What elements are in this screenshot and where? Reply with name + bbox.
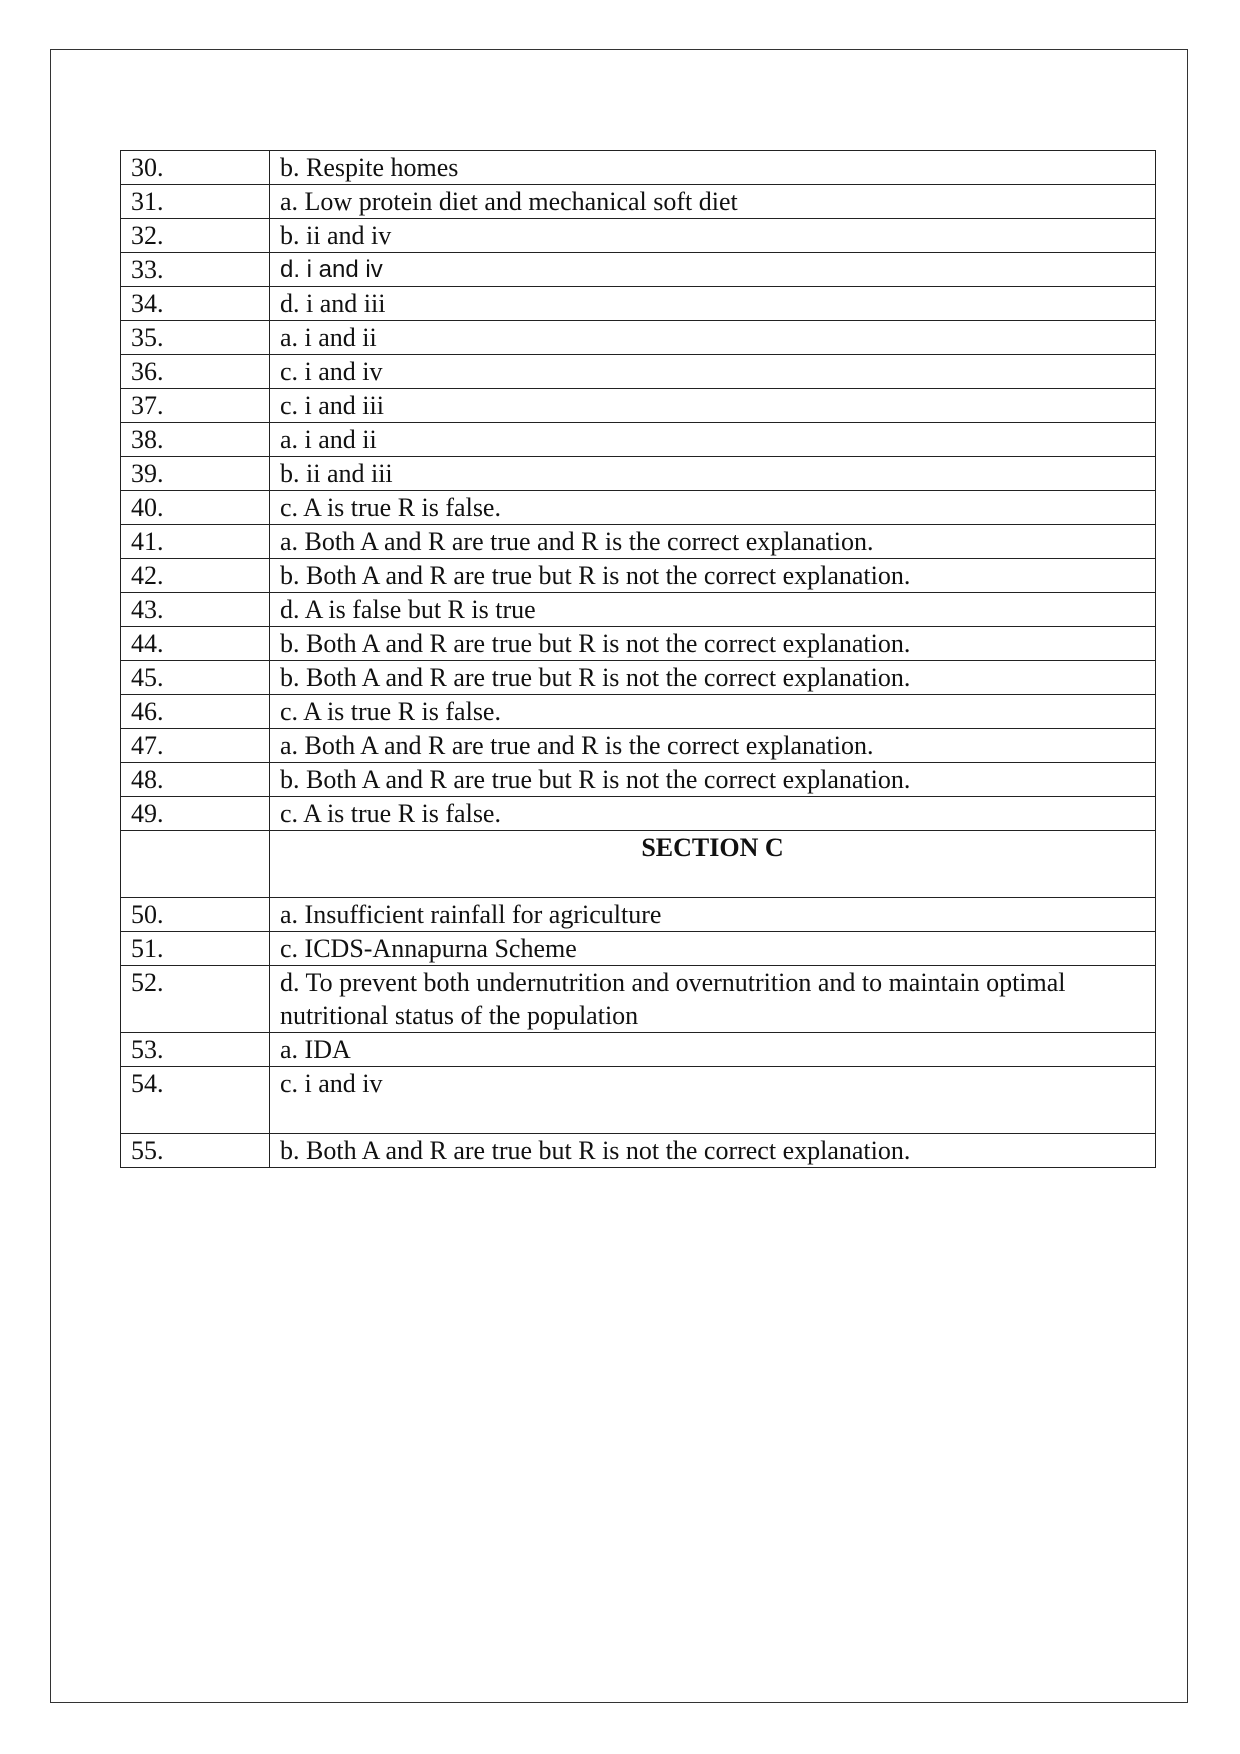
table-row [121, 253, 1156, 287]
answer-text: d. i and iv [270, 253, 1156, 287]
question-number: 50. [121, 898, 270, 932]
question-number: 46. [121, 695, 270, 729]
question-number: 43. [121, 593, 270, 627]
answer-text: d. To prevent both undernutrition and overnutrition and to maintain optimal nutritional status of the population [270, 966, 1156, 1033]
table-row [121, 966, 1156, 1033]
table-row [121, 898, 1156, 932]
answer-text: c. i and iv [270, 1067, 1156, 1134]
answer-text: b. Respite homes [270, 151, 1156, 185]
table-row [121, 593, 1156, 627]
table-row [121, 559, 1156, 593]
answer-text: a. Both A and R are true and R is the correct explanation. [270, 525, 1156, 559]
answer-text: b. Both A and R are true but R is not the correct explanation. [270, 763, 1156, 797]
answer-text: a. Both A and R are true and R is the correct explanation. [270, 729, 1156, 763]
table-row [121, 457, 1156, 491]
question-number: 39. [121, 457, 270, 491]
table-row [121, 932, 1156, 966]
question-number: 45. [121, 661, 270, 695]
answer-text: b. Both A and R are true but R is not the correct explanation. [270, 559, 1156, 593]
answer-text: a. i and ii [270, 423, 1156, 457]
answer-text: b. ii and iv [270, 219, 1156, 253]
table-row [121, 1134, 1156, 1168]
question-number: 36. [121, 355, 270, 389]
answer-text: b. Both A and R are true but R is not the correct explanation. [270, 627, 1156, 661]
question-number: 53. [121, 1033, 270, 1067]
question-number: 54. [121, 1067, 270, 1134]
answer-text: a. IDA [270, 1033, 1156, 1067]
table-row [121, 219, 1156, 253]
table-row [121, 389, 1156, 423]
table-row [121, 729, 1156, 763]
question-number: 37. [121, 389, 270, 423]
table-row [121, 695, 1156, 729]
answer-text: c. ICDS-Annapurna Scheme [270, 932, 1156, 966]
question-number: 52. [121, 966, 270, 1033]
question-number: 40. [121, 491, 270, 525]
section-heading-row [121, 831, 1156, 898]
answer-text: b. Both A and R are true but R is not the correct explanation. [270, 1134, 1156, 1168]
question-number: 47. [121, 729, 270, 763]
answer-text: a. Low protein diet and mechanical soft diet [270, 185, 1156, 219]
section-title: SECTION C [270, 831, 1156, 898]
answer-text: a. i and ii [270, 321, 1156, 355]
table-row [121, 1067, 1156, 1134]
table-row [121, 661, 1156, 695]
answer-text: a. Insufficient rainfall for agriculture [270, 898, 1156, 932]
answer-text: d. i and iii [270, 287, 1156, 321]
question-number: 41. [121, 525, 270, 559]
table-row [121, 151, 1156, 185]
answer-text: d. A is false but R is true [270, 593, 1156, 627]
table-row [121, 763, 1156, 797]
question-number: 51. [121, 932, 270, 966]
question-number: 30. [121, 151, 270, 185]
answer-text: c. A is true R is false. [270, 797, 1156, 831]
table-row [121, 627, 1156, 661]
question-number: 44. [121, 627, 270, 661]
table-row [121, 355, 1156, 389]
answer-text: c. i and iii [270, 389, 1156, 423]
answer-text: c. A is true R is false. [270, 491, 1156, 525]
question-number: 42. [121, 559, 270, 593]
question-number: 33. [121, 253, 270, 287]
question-number: 32. [121, 219, 270, 253]
table-row [121, 423, 1156, 457]
question-number: 34. [121, 287, 270, 321]
answer-text: c. i and iv [270, 355, 1156, 389]
answer-text: c. A is true R is false. [270, 695, 1156, 729]
answer-key-table [120, 150, 1156, 1168]
table-row [121, 287, 1156, 321]
table-row [121, 1033, 1156, 1067]
table-row [121, 491, 1156, 525]
question-number: 38. [121, 423, 270, 457]
table-row [121, 185, 1156, 219]
question-number: 48. [121, 763, 270, 797]
answer-text: b. Both A and R are true but R is not the correct explanation. [270, 661, 1156, 695]
question-number: 31. [121, 185, 270, 219]
table-row [121, 525, 1156, 559]
empty-cell [121, 831, 270, 898]
table-row [121, 321, 1156, 355]
table-row [121, 797, 1156, 831]
answer-text: b. ii and iii [270, 457, 1156, 491]
question-number: 55. [121, 1134, 270, 1168]
question-number: 35. [121, 321, 270, 355]
question-number: 49. [121, 797, 270, 831]
